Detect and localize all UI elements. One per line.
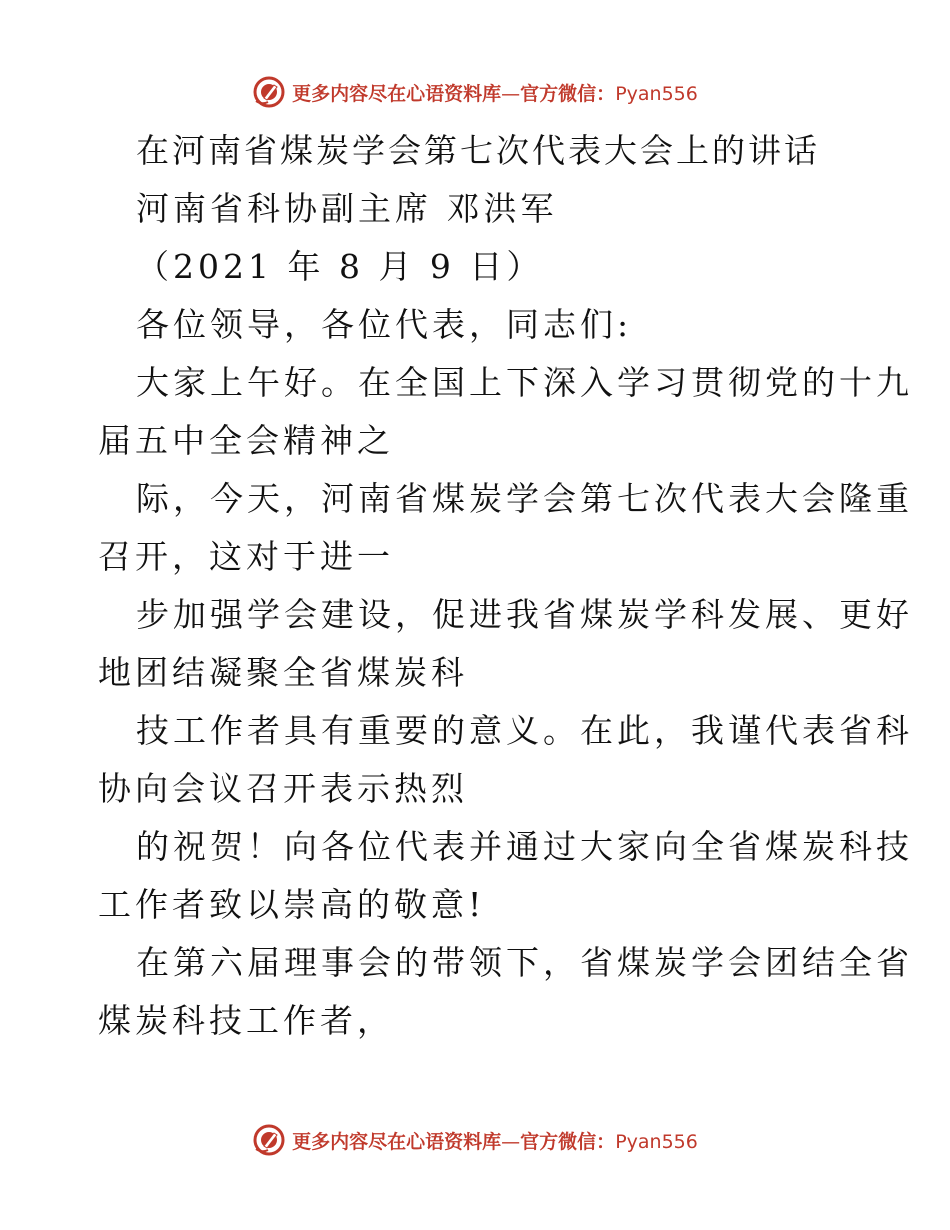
paragraph-line: 的祝贺！向各位代表并通过大家向全省煤炭科技 [136,827,913,866]
watermark-wechat-label: 官方微信： [520,82,616,105]
header-watermark [0,72,950,112]
paragraph-line: 协向会议召开表示热烈 [98,769,468,808]
document-date: （2021 年 8 月 9 日） [136,247,544,286]
watermark-main: 更多内容尽在心语资料库 [292,82,502,105]
paragraph-line: 工作者致以崇高的敬意! [98,885,486,924]
watermark-wechat-label: 官方微信： [520,1130,616,1153]
document-title: 在河南省煤炭学会第七次代表大会上的讲话 [136,131,820,170]
footer-watermark [0,1120,950,1160]
paragraph-line: 在第六届理事会的带领下，省煤炭学会团结全省 [136,943,913,982]
paragraph-line: 召开，这对于进一 [98,537,394,576]
paragraph-line: 步加强学会建设，促进我省煤炭学科发展、更好 [136,595,913,634]
paragraph-line: 大家上午好。在全国上下深入学习贯彻党的十九 [136,363,913,402]
paragraph-line: 地团结凝聚全省煤炭科 [98,653,468,692]
paragraph-line: 煤炭科技工作者， [98,1001,394,1040]
watermark-separator: — [501,1130,521,1153]
watermark-wechat-account: Pyan556 [615,82,698,105]
watermark-text [292,79,698,106]
pen-circle-icon [252,1123,286,1157]
paragraph-line: 届五中全会精神之 [98,421,394,460]
watermark-separator: — [501,82,521,105]
document-body [98,122,913,1050]
watermark-main: 更多内容尽在心语资料库 [292,1130,502,1153]
watermark-text [292,1127,698,1154]
paragraph-line: 际，今天，河南省煤炭学会第七次代表大会隆重 [136,479,913,518]
pen-circle-icon [252,75,286,109]
document-salutation: 各位领导，各位代表，同志们: [136,305,633,344]
document-speaker: 河南省科协副主席 邓洪军 [136,189,558,228]
watermark-wechat-account: Pyan556 [615,1130,698,1153]
paragraph-line: 技工作者具有重要的意义。在此，我谨代表省科 [136,711,913,750]
